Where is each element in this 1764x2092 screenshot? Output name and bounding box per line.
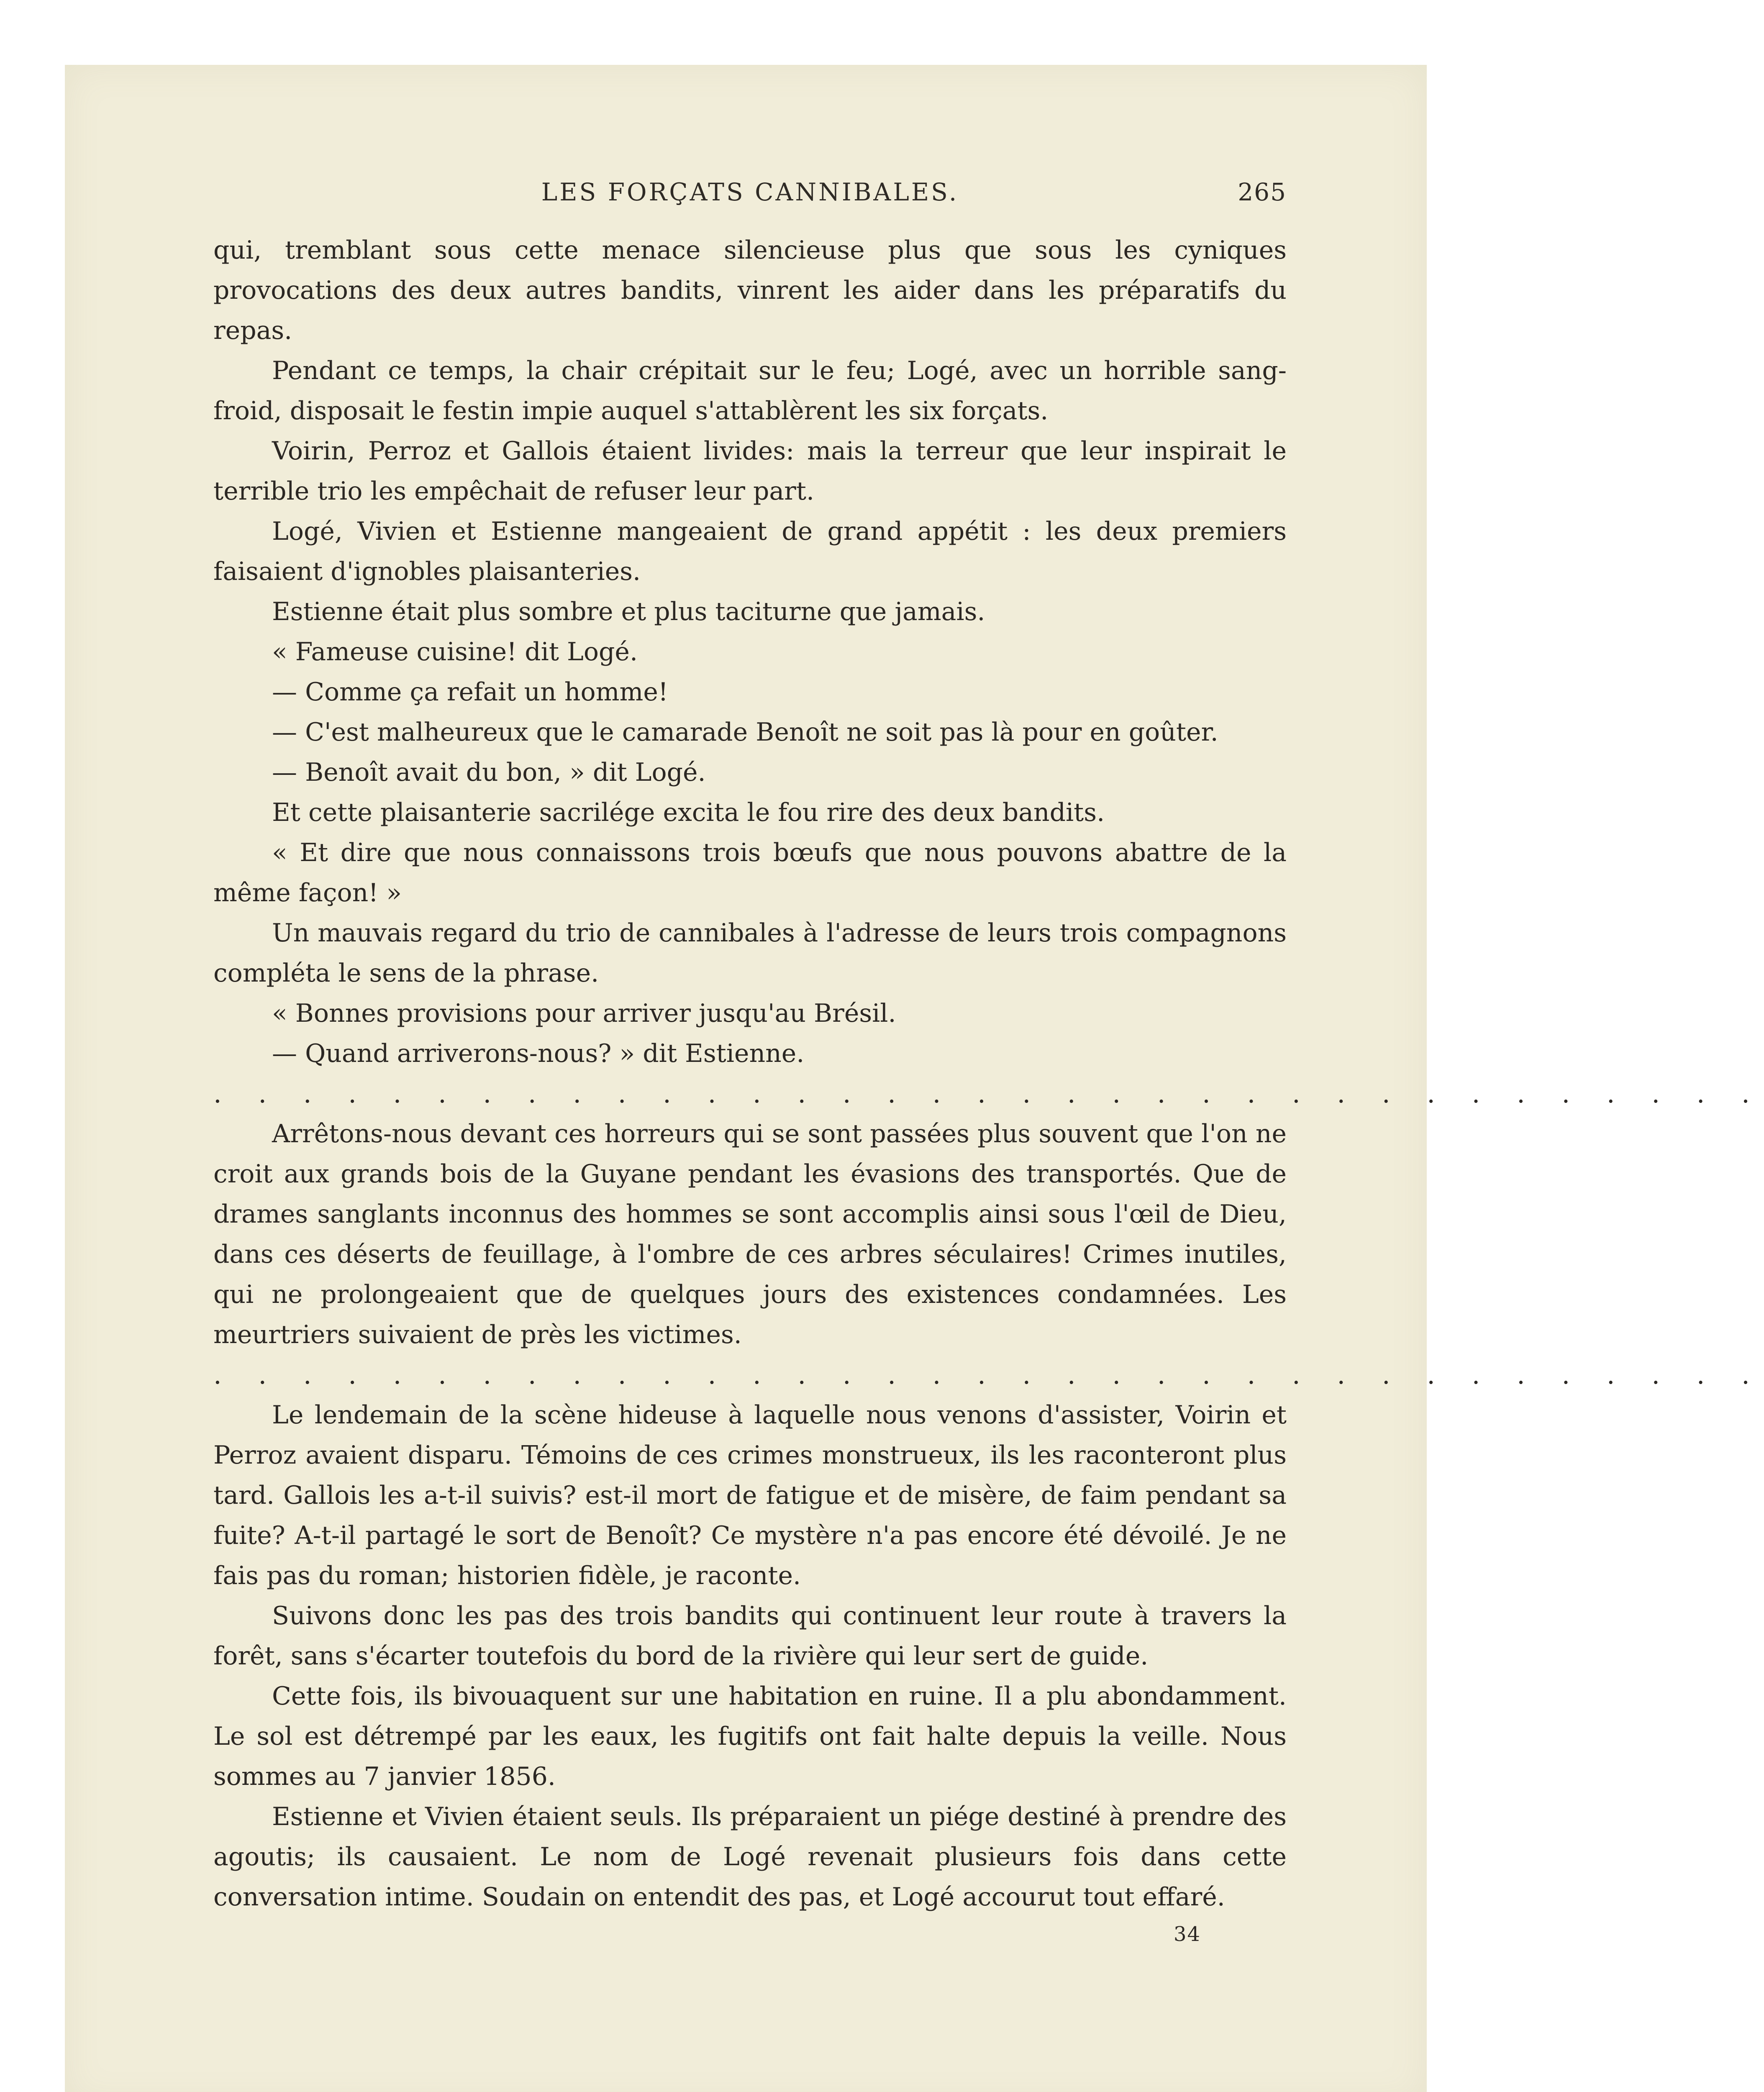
paragraph: Le lendemain de la scène hideuse à laquelle nous venons d'assister, Voirin et Perroz avaient disparu. Témoins de ces crimes monstrueux, ils les raconteront plus tard. Gallois les a-t-il suivis? est-il mort de fatigue et de misère, de faim pendant sa fuite? A-t-il partagé le sort de Benoît? Ce mystère n'a pas encore été dévoilé. Je ne fais pas du roman; historien fidèle, je raconte. bbox=[213, 1400, 1287, 1590]
section-separator: . . . . . . . . . . . . . . . . . . . . . . . . . . . . . . . . . . . bbox=[213, 1078, 1764, 1109]
paragraph: Estienne et Vivien étaient seuls. Ils préparaient un piége destiné à prendre des agoutis; ils causaient. Le nom de Logé revenait plusieurs fois dans cette conversation intime. Soudain on entendit des pas, et Logé accourut tout effaré. bbox=[213, 1802, 1287, 1912]
dialogue-line: « Bonnes provisions pour arriver jusqu'au Brésil. bbox=[272, 999, 896, 1028]
paragraph: qui, tremblant sous cette menace silencieuse plus que sous les cyniques provocations des deux autres bandits, vinrent les aider dans les préparatifs du repas. bbox=[213, 236, 1287, 345]
dialogue-line: — Comme ça refait un homme! bbox=[272, 677, 668, 707]
page-header bbox=[213, 178, 1287, 224]
paragraph: Logé, Vivien et Estienne mangeaient de grand appétit : les deux premiers faisaient d'ignobles plaisanteries. bbox=[213, 517, 1287, 586]
dialogue-line: — Benoît avait du bon, » dit Logé. bbox=[272, 758, 706, 787]
dialogue-line: — Quand arriverons-nous? » dit Estienne. bbox=[272, 1039, 805, 1068]
paragraph: Pendant ce temps, la chair crépitait sur le feu; Logé, avec un horrible sang-froid, disposait le festin impie auquel s'attablèrent les six forçats. bbox=[213, 356, 1287, 426]
paragraph: Suivons donc les pas des trois bandits qui continuent leur route à travers la forêt, sans s'écarter toutefois du bord de la rivière qui leur sert de guide. bbox=[213, 1601, 1287, 1671]
book-page bbox=[65, 65, 1764, 2092]
signature-mark: 34 bbox=[1174, 1923, 1201, 1946]
dialogue-line: — C'est malheureux que le camarade Benoît ne soit pas là pour en goûter. bbox=[272, 718, 1218, 747]
paragraph: Et cette plaisanterie sacrilége excita le fou rire des deux bandits. bbox=[272, 798, 1105, 827]
running-title: LES FORÇATS CANNIBALES. bbox=[541, 178, 959, 206]
dialogue-line: « Et dire que nous connaissons trois bœufs que nous pouvons abattre de la même façon! » bbox=[213, 838, 1287, 908]
paragraph: Un mauvais regard du trio de cannibales à l'adresse de leurs trois compagnons compléta le sens de la phrase. bbox=[213, 918, 1287, 988]
paragraph: Estienne était plus sombre et plus taciturne que jamais. bbox=[272, 597, 985, 626]
dialogue-line: « Fameuse cuisine! dit Logé. bbox=[272, 637, 638, 667]
body-text bbox=[213, 230, 1764, 1917]
paragraph: Arrêtons-nous devant ces horreurs qui se sont passées plus souvent que l'on ne croit aux grands bois de la Guyane pendant les évasions des transportés. Que de drames sanglants inconnus des hommes se sont accomplis ainsi sous l'œil de Dieu, dans ces déserts de feuillage, à l'ombre de ces arbres séculaires! Crimes inutiles, qui ne prolongeaient que de quelques jours des existences condamnées. Les meurtriers suivaient de près les victimes. bbox=[213, 1119, 1287, 1349]
paragraph: Voirin, Perroz et Gallois étaient livides: mais la terreur que leur inspirait le terrible trio les empêchait de refuser leur part. bbox=[213, 436, 1287, 506]
paragraph: Cette fois, ils bivouaquent sur une habitation en ruine. Il a plu abondamment. Le sol est détrempé par les eaux, les fugitifs ont fait halte depuis la veille. Nous sommes au 7 janvier 1856. bbox=[213, 1682, 1287, 1791]
section-separator: . . . . . . . . . . . . . . . . . . . . . . . . . . . . . . . . . . . bbox=[213, 1359, 1764, 1390]
page-number: 265 bbox=[1238, 178, 1287, 206]
